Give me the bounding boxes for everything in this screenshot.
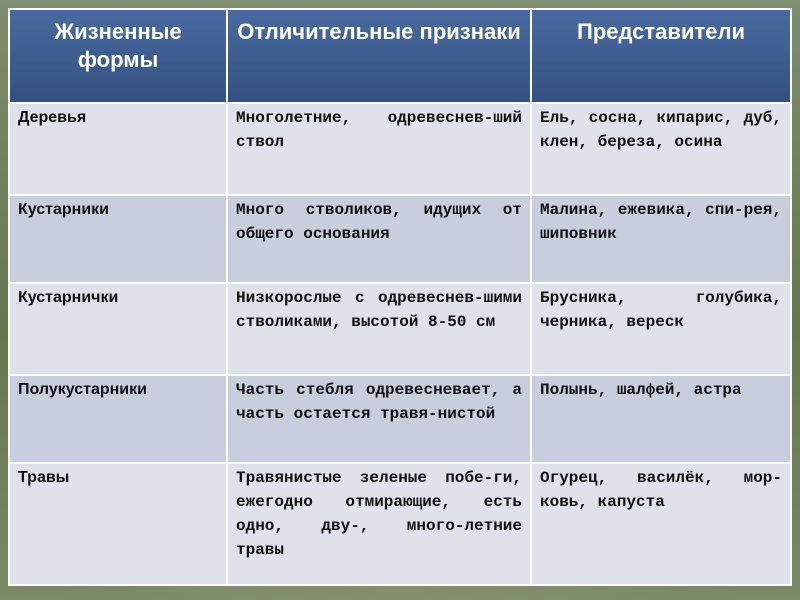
table-header-row [9, 9, 791, 103]
representatives-cell: Ель, сосна, кипарис, дуб, клен, береза, осина [531, 103, 791, 195]
representatives-cell: Полынь, шалфей, астра [531, 375, 791, 463]
table-row [9, 195, 791, 283]
features-cell: Низкорослые с одревеснев-шими стволиками, высотой 8-50 см [227, 283, 531, 375]
representatives-cell: Брусника, голубика, черника, вереск [531, 283, 791, 375]
table-row [9, 463, 791, 585]
life-form-cell: Полукустарники [9, 375, 227, 463]
table-row [9, 103, 791, 195]
life-form-cell: Кустарнички [9, 283, 227, 375]
header-representatives: Представители [531, 9, 791, 103]
life-form-cell: Травы [9, 463, 227, 585]
representatives-cell: Малина, ежевика, спи-рея, шиповник [531, 195, 791, 283]
table-row [9, 283, 791, 375]
header-distinguishing-features: Отличительные признаки [227, 9, 531, 103]
life-form-cell: Кустарники [9, 195, 227, 283]
features-cell: Многолетние, одревеснев-ший ствол [227, 103, 531, 195]
features-cell: Травянистые зеленые побе-ги, ежегодно отмирающие, есть одно, дву-, много-летние травы [227, 463, 531, 585]
representatives-cell: Огурец, василёк, мор-ковь, капуста [531, 463, 791, 585]
features-cell: Много стволиков, идущих от общего основания [227, 195, 531, 283]
table-row [9, 375, 791, 463]
life-forms-table [8, 8, 792, 586]
header-life-forms: Жизненные формы [9, 9, 227, 103]
features-cell: Часть стебля одревесневает, а часть остается травя-нистой [227, 375, 531, 463]
life-form-cell: Деревья [9, 103, 227, 195]
slide-frame [8, 8, 790, 584]
